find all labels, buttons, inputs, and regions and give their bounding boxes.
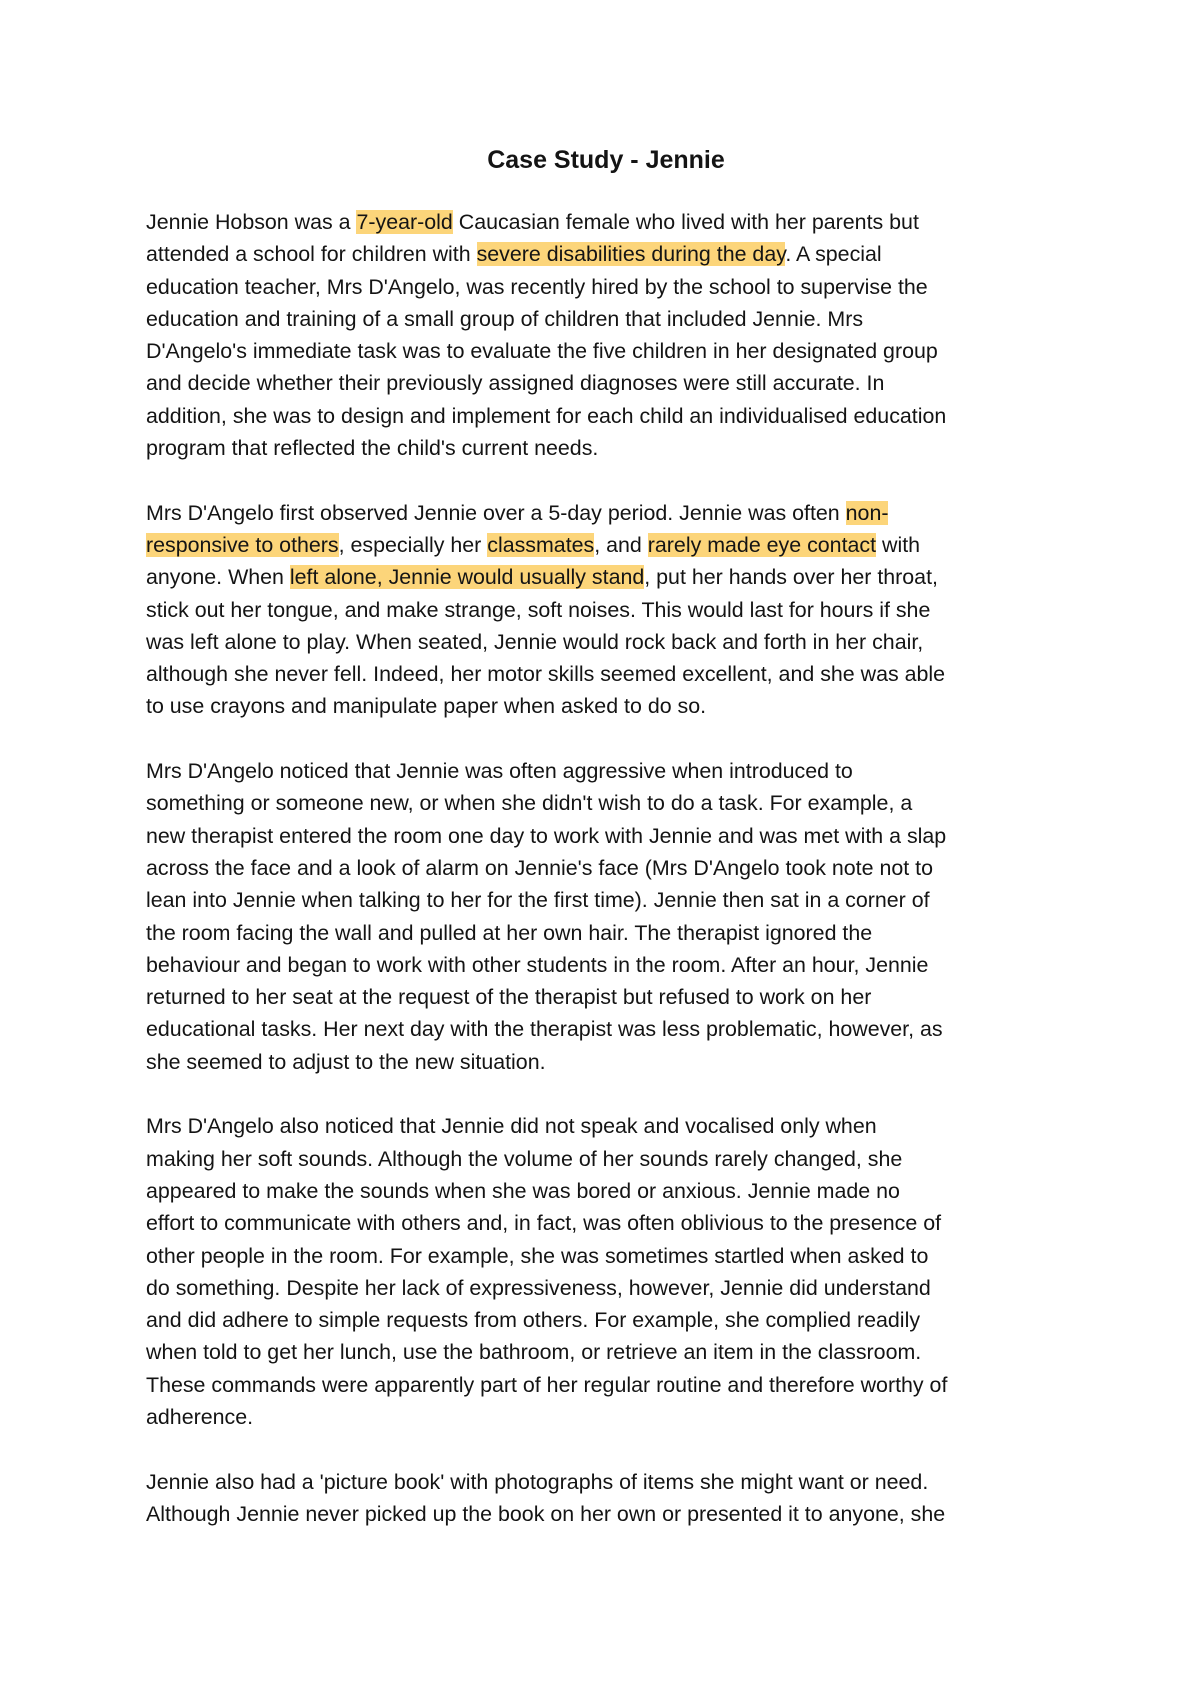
text-line <box>146 1143 1066 1175</box>
paragraph <box>146 206 1066 464</box>
text-segment: to use crayons and manipulate paper when asked to do so. <box>146 694 707 719</box>
text-segment: new therapist entered the room one day to work with Jennie and was met with a slap <box>146 823 947 848</box>
text-segment: addition, she was to design and implement for each child an individualised education <box>146 403 947 428</box>
highlighted-text: 7-year-old <box>356 210 453 234</box>
highlighted-text: rarely made eye contact <box>647 532 877 557</box>
document-page <box>146 144 1066 1562</box>
text-line <box>146 1207 1066 1239</box>
text-line <box>146 1175 1066 1207</box>
text-line <box>146 1369 1066 1401</box>
paragraph <box>146 1110 1066 1433</box>
text-segment: Mrs D'Angelo also noticed that Jennie did not speak and vocalised only when <box>146 1114 877 1139</box>
text-line <box>146 367 1066 399</box>
text-segment: with <box>876 532 921 557</box>
highlighted-text: severe disabilities during the day <box>476 242 786 267</box>
text-segment: Although Jennie never picked up the book on her own or presented it to anyone, she <box>146 1501 946 1526</box>
text-line <box>146 884 1066 916</box>
text-segment: attended a school for children with <box>146 242 477 267</box>
highlighted-text: non- <box>845 500 889 525</box>
text-line <box>146 1272 1066 1304</box>
text-segment: across the face and a look of alarm on Jennie's face (Mrs D'Angelo took note not to <box>146 855 933 880</box>
text-segment: returned to her seat at the request of the therapist but refused to work on her <box>146 985 872 1010</box>
text-line <box>146 561 1066 593</box>
text-segment: and decide whether their previously assigned diagnoses were still accurate. In <box>146 371 885 396</box>
text-line <box>146 1466 1066 1498</box>
text-line <box>146 432 1066 464</box>
text-line <box>146 1336 1066 1368</box>
text-segment: appeared to make the sounds when she was bored or anxious. Jennie made no <box>146 1178 900 1203</box>
text-line <box>146 981 1066 1013</box>
text-segment: stick out her tongue, and make strange, soft noises. This would last for hours if she <box>146 597 931 622</box>
text-line <box>146 497 1066 529</box>
text-line <box>146 400 1066 432</box>
text-line <box>146 271 1066 303</box>
highlighted-text: left alone, Jennie would usually stand <box>289 565 645 590</box>
text-line <box>146 303 1066 335</box>
paragraph <box>146 755 1066 1078</box>
text-line <box>146 1240 1066 1272</box>
text-segment: Mrs D'Angelo noticed that Jennie was often aggressive when introduced to <box>146 759 853 784</box>
text-segment: education teacher, Mrs D'Angelo, was recently hired by the school to supervise the <box>146 274 928 299</box>
text-line <box>146 949 1066 981</box>
text-line <box>146 755 1066 787</box>
text-segment: the room facing the wall and pulled at her own hair. The therapist ignored the <box>146 920 873 945</box>
text-line <box>146 1110 1066 1142</box>
text-segment: was left alone to play. When seated, Jennie would rock back and forth in her chair, <box>146 629 924 654</box>
text-segment: , especially her <box>338 532 488 557</box>
text-segment: anyone. When <box>146 565 290 590</box>
text-line <box>146 917 1066 949</box>
highlighted-text: responsive to others <box>146 532 339 557</box>
text-line <box>146 787 1066 819</box>
text-line <box>146 238 1066 270</box>
highlighted-text: classmates <box>487 532 595 557</box>
text-line <box>146 626 1066 658</box>
text-line <box>146 1498 1066 1530</box>
text-segment: educational tasks. Her next day with the therapist was less problematic, however, as <box>146 1017 943 1042</box>
text-segment: lean into Jennie when talking to her for the first time). Jennie then sat in a corner of <box>146 888 930 913</box>
document-title: Case Study - Jennie <box>487 146 725 174</box>
text-segment: , and <box>594 532 648 557</box>
text-segment: when told to get her lunch, use the bathroom, or retrieve an item in the classroom. <box>146 1340 922 1365</box>
text-segment: do something. Despite her lack of expressiveness, however, Jennie did understand <box>146 1275 931 1300</box>
text-line <box>146 529 1066 561</box>
text-segment: , put her hands over her throat, <box>644 565 938 590</box>
text-segment: . A special <box>785 242 882 267</box>
text-segment: program that reflected the child's current needs. <box>146 436 599 461</box>
text-line <box>146 1304 1066 1336</box>
text-line <box>146 206 1066 238</box>
paragraph <box>146 1466 1066 1531</box>
text-segment: behaviour and began to work with other students in the room. After an hour, Jennie <box>146 952 929 977</box>
text-segment: making her soft sounds. Although the volume of her sounds rarely changed, she <box>146 1146 903 1171</box>
text-segment: D'Angelo's immediate task was to evaluate the five children in her designated group <box>146 339 938 364</box>
text-segment: Jennie also had a 'picture book' with photographs of items she might want or need. <box>146 1469 929 1494</box>
text-segment: adherence. <box>146 1404 254 1429</box>
text-segment: effort to communicate with others and, in fact, was often oblivious to the presence of <box>146 1211 942 1236</box>
text-line <box>146 335 1066 367</box>
text-segment: Jennie Hobson was a <box>146 210 357 234</box>
text-line <box>146 594 1066 626</box>
text-segment: she seemed to adjust to the new situation. <box>146 1049 546 1074</box>
text-segment: although she never fell. Indeed, her motor skills seemed excellent, and she was able <box>146 662 946 687</box>
paragraph <box>146 497 1066 723</box>
text-line <box>146 690 1066 722</box>
text-line <box>146 1401 1066 1433</box>
text-line <box>146 658 1066 690</box>
text-segment: education and training of a small group of children that included Jennie. Mrs <box>146 306 864 331</box>
document-body <box>146 206 1066 1530</box>
text-line <box>146 852 1066 884</box>
text-segment: Caucasian female who lived with her parents but <box>452 210 919 234</box>
text-segment: other people in the room. For example, she was sometimes startled when asked to <box>146 1243 929 1268</box>
text-segment: Mrs D'Angelo first observed Jennie over a 5-day period. Jennie was often <box>146 500 846 525</box>
text-line <box>146 1013 1066 1045</box>
text-line <box>146 1046 1066 1078</box>
text-segment: These commands were apparently part of her regular routine and therefore worthy of <box>146 1372 948 1397</box>
text-segment: something or someone new, or when she didn't wish to do a task. For example, a <box>146 791 913 816</box>
text-line <box>146 820 1066 852</box>
text-segment: and did adhere to simple requests from others. For example, she complied readily <box>146 1308 921 1333</box>
